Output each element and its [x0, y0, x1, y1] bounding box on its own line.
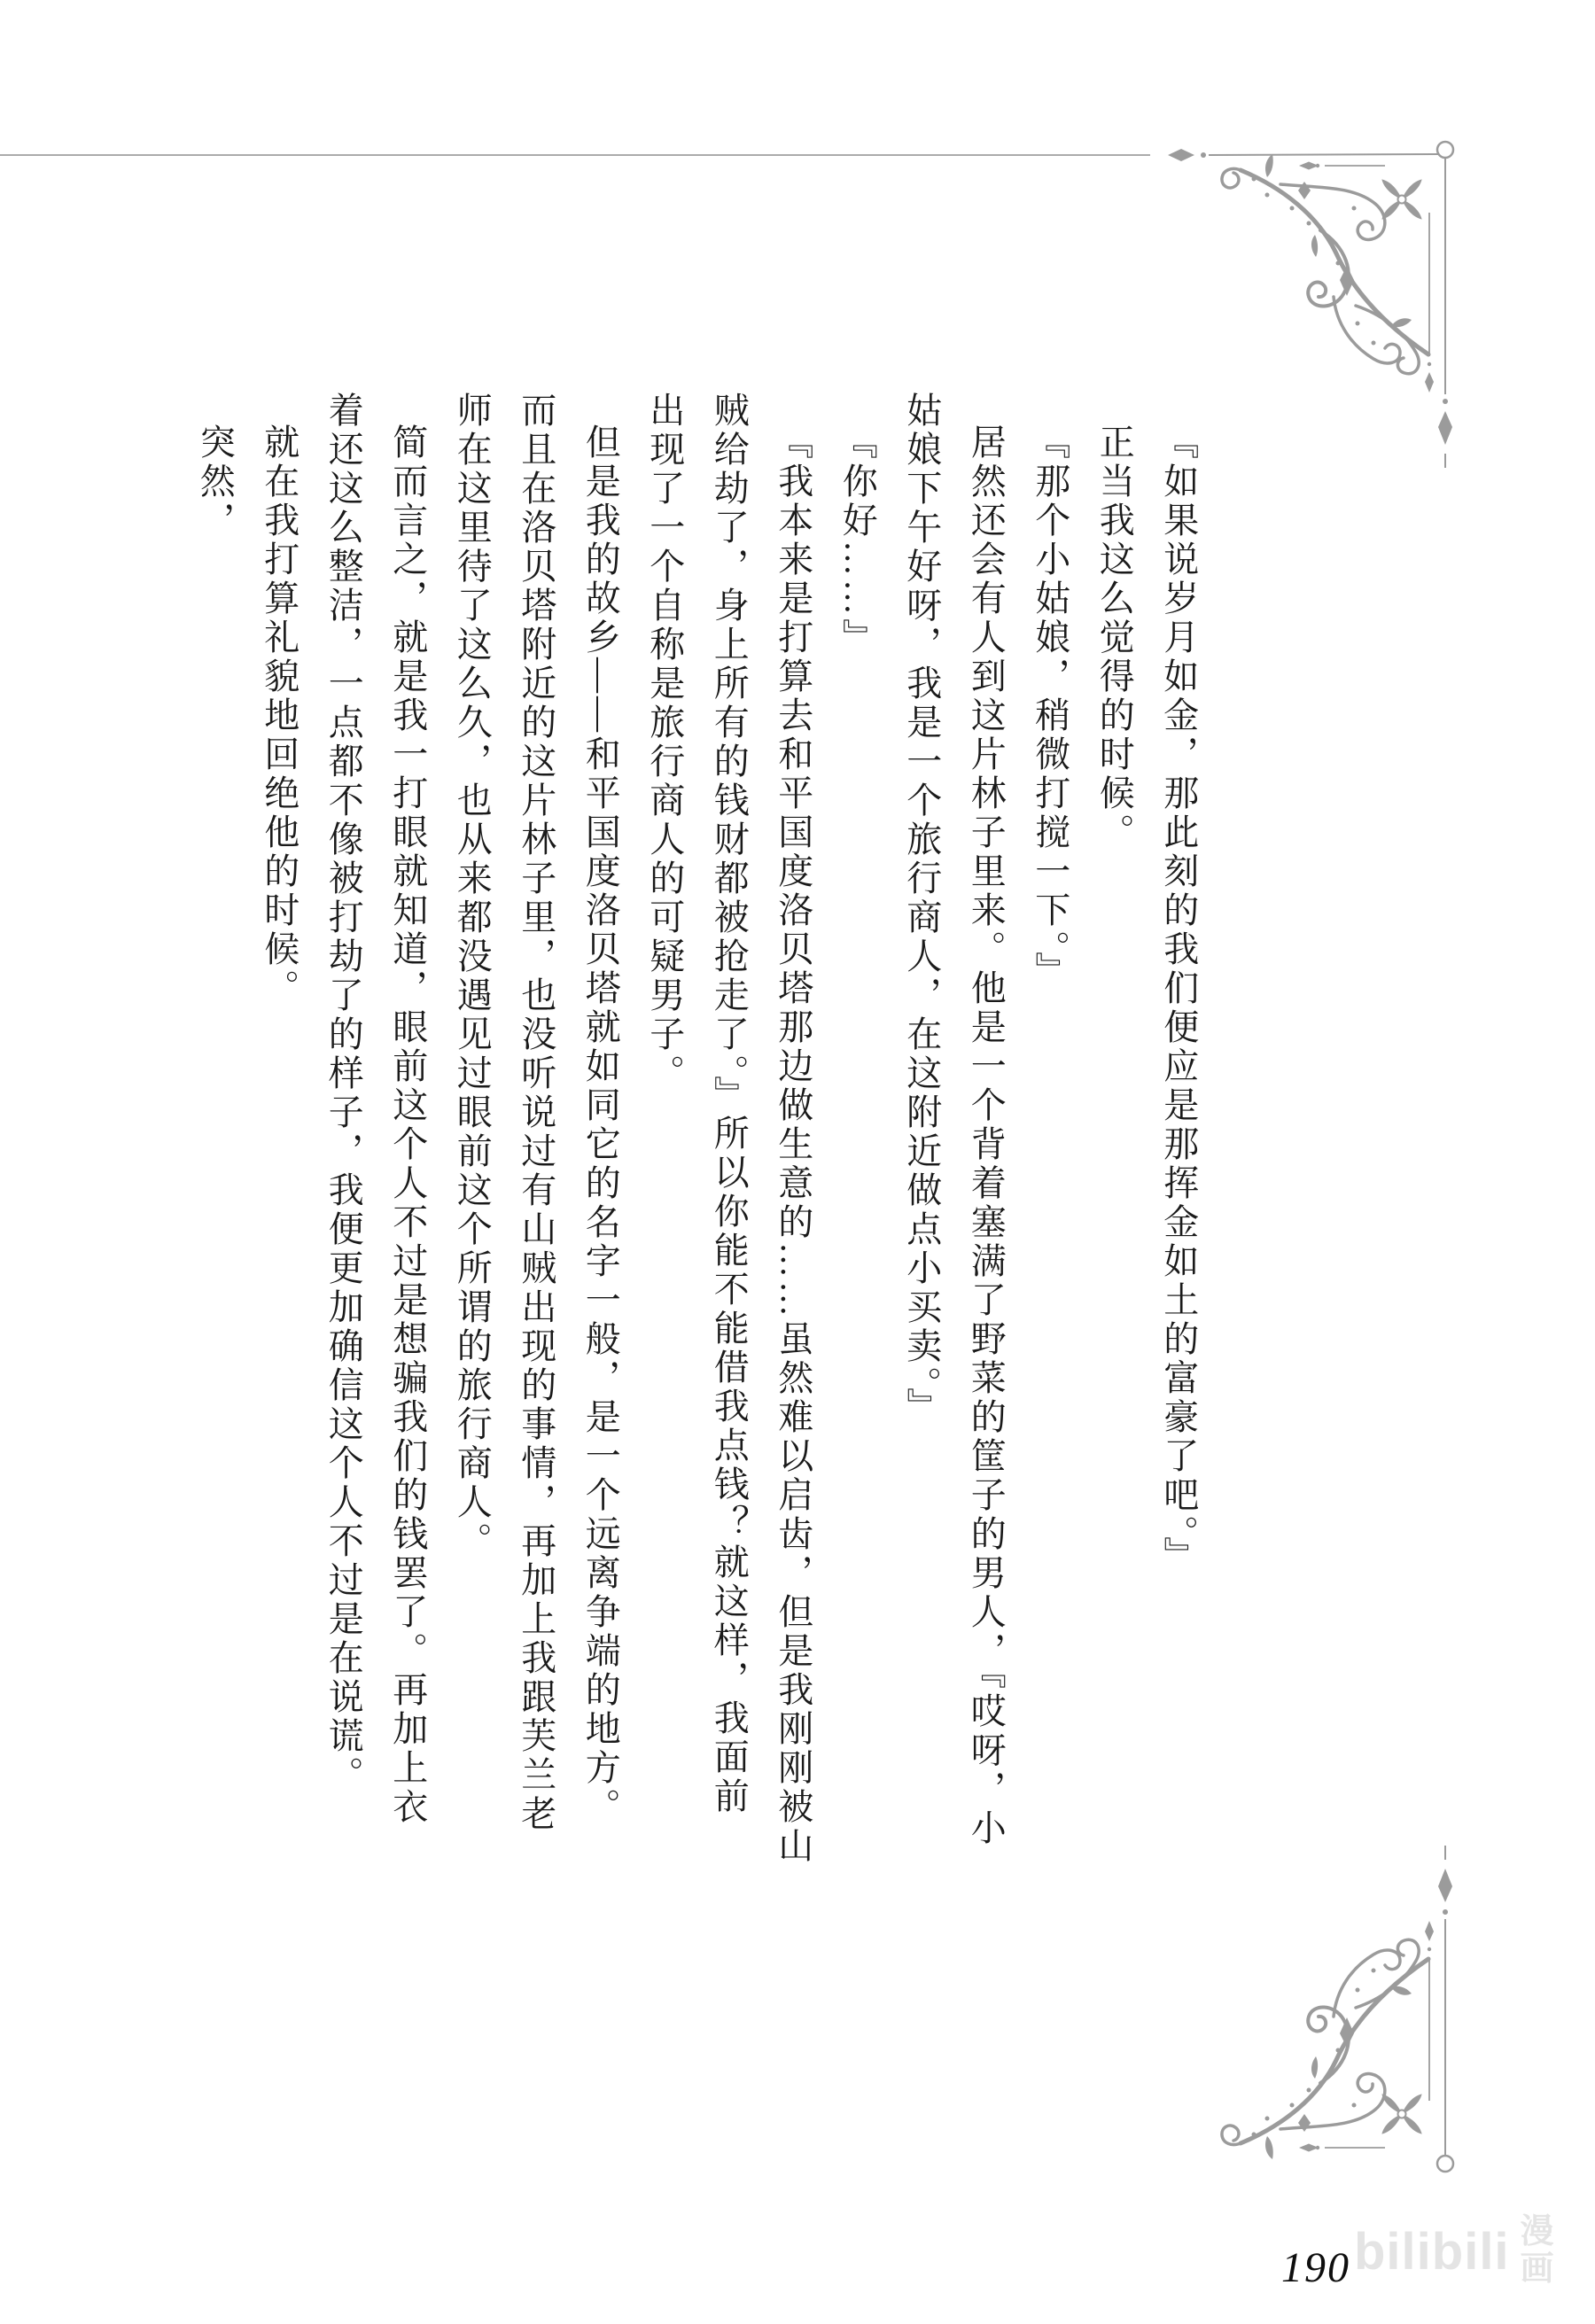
- text-column-content: 师在这里待了这么久，也从来都没遇见过眼前这个所谓的旅行商人。: [452, 392, 493, 1561]
- text-column: [890, 392, 954, 1907]
- text-column: [183, 392, 247, 1907]
- manga-label-bottom: 画: [1520, 2250, 1554, 2288]
- text-column: [953, 392, 1018, 1907]
- text-column-content: 『那个小姑娘，稍微打搅一下。』: [1030, 424, 1070, 991]
- text-column-content: 就在我打算礼貌地回绝他的时候。: [259, 424, 300, 1008]
- text-column: [440, 392, 504, 1907]
- text-column-content: 正当我这么觉得的时候。: [1094, 424, 1135, 852]
- text-column-content: 『你好……』: [837, 424, 878, 657]
- text-column: [633, 392, 697, 1907]
- text-column-content: 出现了一个自称是旅行商人的可疑男子。: [644, 392, 685, 1093]
- text-column: [1018, 392, 1083, 1907]
- text-column: [311, 392, 376, 1907]
- manga-label: [1521, 2213, 1554, 2288]
- text-column: [761, 392, 826, 1907]
- text-column-content: 贼给劫了，身上所有的钱财都被抢走了。』所以你能不能借我点钱？就这样，我面前: [709, 392, 750, 1816]
- page-number: 190: [1281, 2244, 1350, 2291]
- text-column: [568, 392, 633, 1907]
- text-column-content: 『如果说岁月如金，那此刻的我们便应是那挥金如土的富豪了吧。』: [1158, 424, 1199, 1575]
- text-column-content: 但是我的故乡——和平国度洛贝塔就如同它的名字一般，是一个远离争端的地方。: [580, 424, 621, 1827]
- bilibili-manga-logo: [1354, 2213, 1554, 2288]
- text-column: [247, 392, 312, 1907]
- novel-text-block: [183, 392, 1210, 1907]
- text-column: [825, 392, 890, 1907]
- top-rule: [0, 154, 1150, 156]
- text-column-content: 简而言之，就是我一打眼就知道，眼前这个人不过是想骗我们的钱罢了。再加上衣: [387, 424, 428, 1827]
- text-column: [696, 392, 761, 1907]
- text-column-content: 着还这么整洁，一点都不像被打劫了的样子，我便更加确信这个人不过是在说谎。: [323, 392, 364, 1795]
- manga-label-top: 漫: [1520, 2213, 1554, 2250]
- text-column-content: 『我本来是打算去和平国度洛贝塔那边做生意的……虽然难以启齿，但是我刚刚被山: [773, 424, 813, 1866]
- text-column-content: 居然还会有人到这片林子里来。他是一个背着塞满了野菜的筐子的男人，『哎呀，小: [966, 424, 1007, 1848]
- bilibili-wordmark: bilibili: [1354, 2223, 1510, 2281]
- text-column-content: 姑娘下午好呀，我是一个旅行商人，在这附近做点小买卖。』: [901, 392, 942, 1426]
- text-column: [1147, 392, 1211, 1907]
- text-column-content: 突然，: [195, 424, 236, 540]
- text-column: [504, 392, 569, 1907]
- text-column: [376, 392, 440, 1907]
- text-column: [1082, 392, 1147, 1907]
- text-column-content: 而且在洛贝塔附近的这片林子里，也没听说过有山贼出现的事情，再加上我跟芙兰老: [516, 392, 556, 1834]
